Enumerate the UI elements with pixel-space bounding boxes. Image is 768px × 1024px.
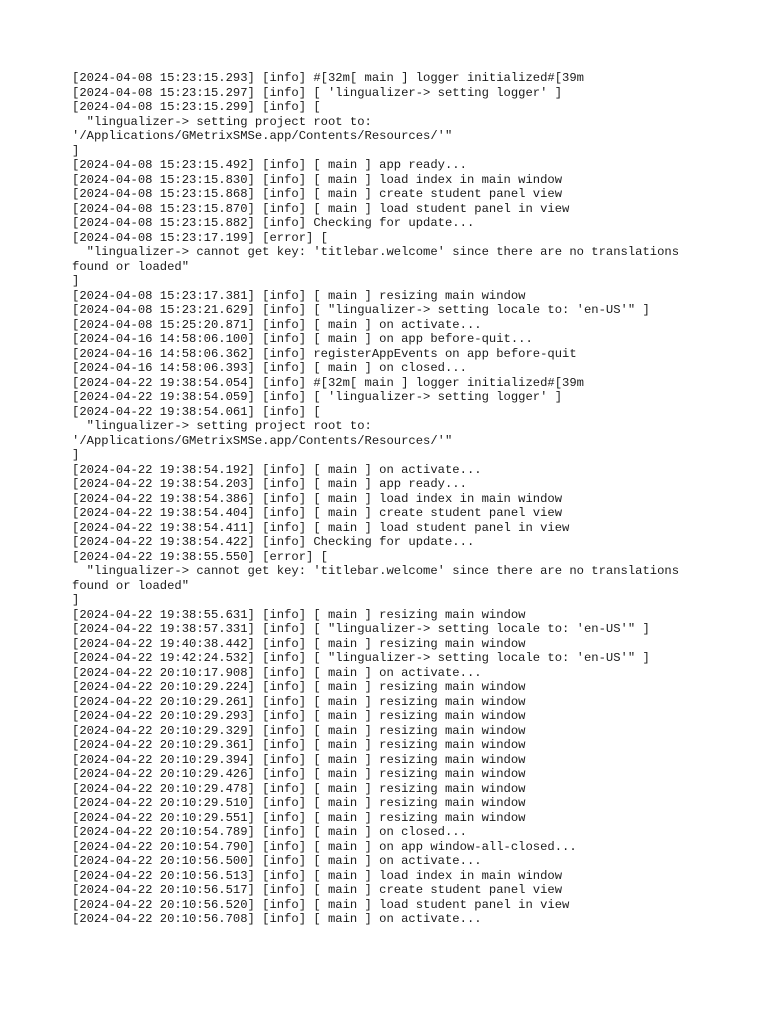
log-line: [2024-04-08 15:25:20.871] [info] [ main ] on activate...: [72, 317, 482, 332]
log-line: [2024-04-22 20:10:29.261] [info] [ main ] resizing main window: [72, 694, 526, 709]
log-line: [2024-04-08 15:23:15.492] [info] [ main ] app ready...: [72, 158, 467, 172]
log-line: [2024-04-22 19:38:54.411] [info] [ main ] load student panel in view: [72, 520, 570, 535]
log-line: [2024-04-16 14:58:06.362] [info] registerAppEvents on app before-quit: [72, 346, 577, 361]
log-line: [2024-04-22 20:10:29.478] [info] [ main ] resizing main window: [72, 781, 526, 796]
log-line: [2024-04-08 15:23:21.629] [info] [ "lingualizer-> setting locale to: 'en-US'" ]: [72, 303, 650, 317]
log-line: [2024-04-22 20:10:29.426] [info] [ main ] resizing main window: [72, 767, 526, 781]
log-line: [2024-04-08 15:23:15.299] [info] [: [72, 100, 321, 114]
log-line: [2024-04-22 20:10:54.789] [info] [ main ] on closed...: [72, 825, 467, 839]
log-line: [2024-04-08 15:23:15.293] [info] #[32m[ main ] logger initialized#[39m: [72, 71, 584, 85]
log-line: ]: [72, 143, 80, 158]
log-line: [2024-04-16 14:58:06.100] [info] [ main ] on app before-quit...: [72, 332, 533, 346]
log-line: [2024-04-22 19:38:54.386] [info] [ main ] load index in main window: [72, 491, 563, 506]
log-line: '/Applications/GMetrixSMSe.app/Contents/Resources/'": [72, 129, 453, 143]
log-line: [2024-04-22 19:42:24.532] [info] [ "lingualizer-> setting locale to: 'en-US'" ]: [72, 651, 650, 665]
log-line: [2024-04-08 15:23:15.830] [info] [ main ] load index in main window: [72, 172, 563, 187]
log-line: [2024-04-22 20:10:17.908] [info] [ main ] on activate...: [72, 665, 482, 680]
log-line: found or loaded": [72, 259, 190, 274]
log-line: [2024-04-22 20:10:56.708] [info] [ main ] on activate...: [72, 912, 482, 926]
log-line: [2024-04-22 19:38:54.061] [info] [: [72, 404, 321, 419]
log-line: [2024-04-22 20:10:29.510] [info] [ main ] resizing main window: [72, 796, 526, 810]
log-line: [2024-04-08 15:23:17.381] [info] [ main ] resizing main window: [72, 288, 526, 303]
log-line: [2024-04-22 19:38:54.422] [info] Checking for update...: [72, 535, 475, 549]
log-line: [2024-04-22 20:10:29.224] [info] [ main ] resizing main window: [72, 680, 526, 694]
log-line: [2024-04-22 19:38:55.631] [info] [ main ] resizing main window: [72, 607, 526, 622]
log-line: [2024-04-22 20:10:29.394] [info] [ main ] resizing main window: [72, 752, 526, 767]
log-line: [2024-04-22 19:38:54.203] [info] [ main ] app ready...: [72, 477, 467, 491]
log-line: [2024-04-22 20:10:56.517] [info] [ main ] create student panel view: [72, 883, 563, 897]
log-line: [2024-04-22 19:38:54.404] [info] [ main ] create student panel view: [72, 506, 563, 520]
log-line: ]: [72, 448, 80, 462]
log-line: [2024-04-22 19:38:55.550] [error] [: [72, 549, 328, 564]
log-line: [2024-04-22 20:10:54.790] [info] [ main ] on app window-all-closed...: [72, 839, 577, 854]
log-line: [2024-04-22 20:10:29.551] [info] [ main ] resizing main window: [72, 810, 526, 825]
log-line: "lingualizer-> cannot get key: 'titlebar.welcome' since there are no translations: [72, 245, 680, 259]
log-line: ]: [72, 274, 80, 288]
log-line: "lingualizer-> setting project root to:: [72, 419, 372, 433]
log-line: [2024-04-08 15:23:15.870] [info] [ main ] load student panel in view: [72, 201, 570, 216]
log-line: [2024-04-22 20:10:56.520] [info] [ main ] load student panel in view: [72, 897, 570, 912]
log-line: [2024-04-08 15:23:15.882] [info] Checking for update...: [72, 216, 475, 230]
log-line: found or loaded": [72, 578, 190, 593]
log-line: "lingualizer-> setting project root to:: [72, 114, 372, 129]
log-line: '/Applications/GMetrixSMSe.app/Contents/Resources/'": [72, 433, 453, 448]
log-line: [2024-04-08 15:23:17.199] [error] [: [72, 230, 328, 245]
log-output: [72, 71, 712, 927]
log-line: [2024-04-22 20:10:56.513] [info] [ main ] load index in main window: [72, 868, 563, 883]
log-line: [2024-04-22 19:38:54.054] [info] #[32m[ main ] logger initialized#[39m: [72, 375, 584, 390]
log-line: [2024-04-22 19:38:54.059] [info] [ 'lingualizer-> setting logger' ]: [72, 390, 563, 404]
log-line: [2024-04-22 20:10:56.500] [info] [ main ] on activate...: [72, 854, 482, 868]
log-line: [2024-04-08 15:23:15.297] [info] [ 'lingualizer-> setting logger' ]: [72, 85, 563, 100]
log-line: [2024-04-22 20:10:29.293] [info] [ main ] resizing main window: [72, 709, 526, 723]
log-line: [2024-04-22 20:10:29.361] [info] [ main ] resizing main window: [72, 738, 526, 752]
log-line: [2024-04-22 19:38:54.192] [info] [ main ] on activate...: [72, 462, 482, 477]
log-line: ]: [72, 593, 80, 607]
log-line: [2024-04-22 20:10:29.329] [info] [ main ] resizing main window: [72, 723, 526, 738]
log-line: [2024-04-16 14:58:06.393] [info] [ main ] on closed...: [72, 361, 467, 375]
log-line: "lingualizer-> cannot get key: 'titlebar.welcome' since there are no translations: [72, 564, 680, 578]
log-line: [2024-04-22 19:38:57.331] [info] [ "lingualizer-> setting locale to: 'en-US'" ]: [72, 622, 650, 636]
log-line: [2024-04-08 15:23:15.868] [info] [ main ] create student panel view: [72, 187, 563, 201]
log-line: [2024-04-22 19:40:38.442] [info] [ main ] resizing main window: [72, 636, 526, 651]
